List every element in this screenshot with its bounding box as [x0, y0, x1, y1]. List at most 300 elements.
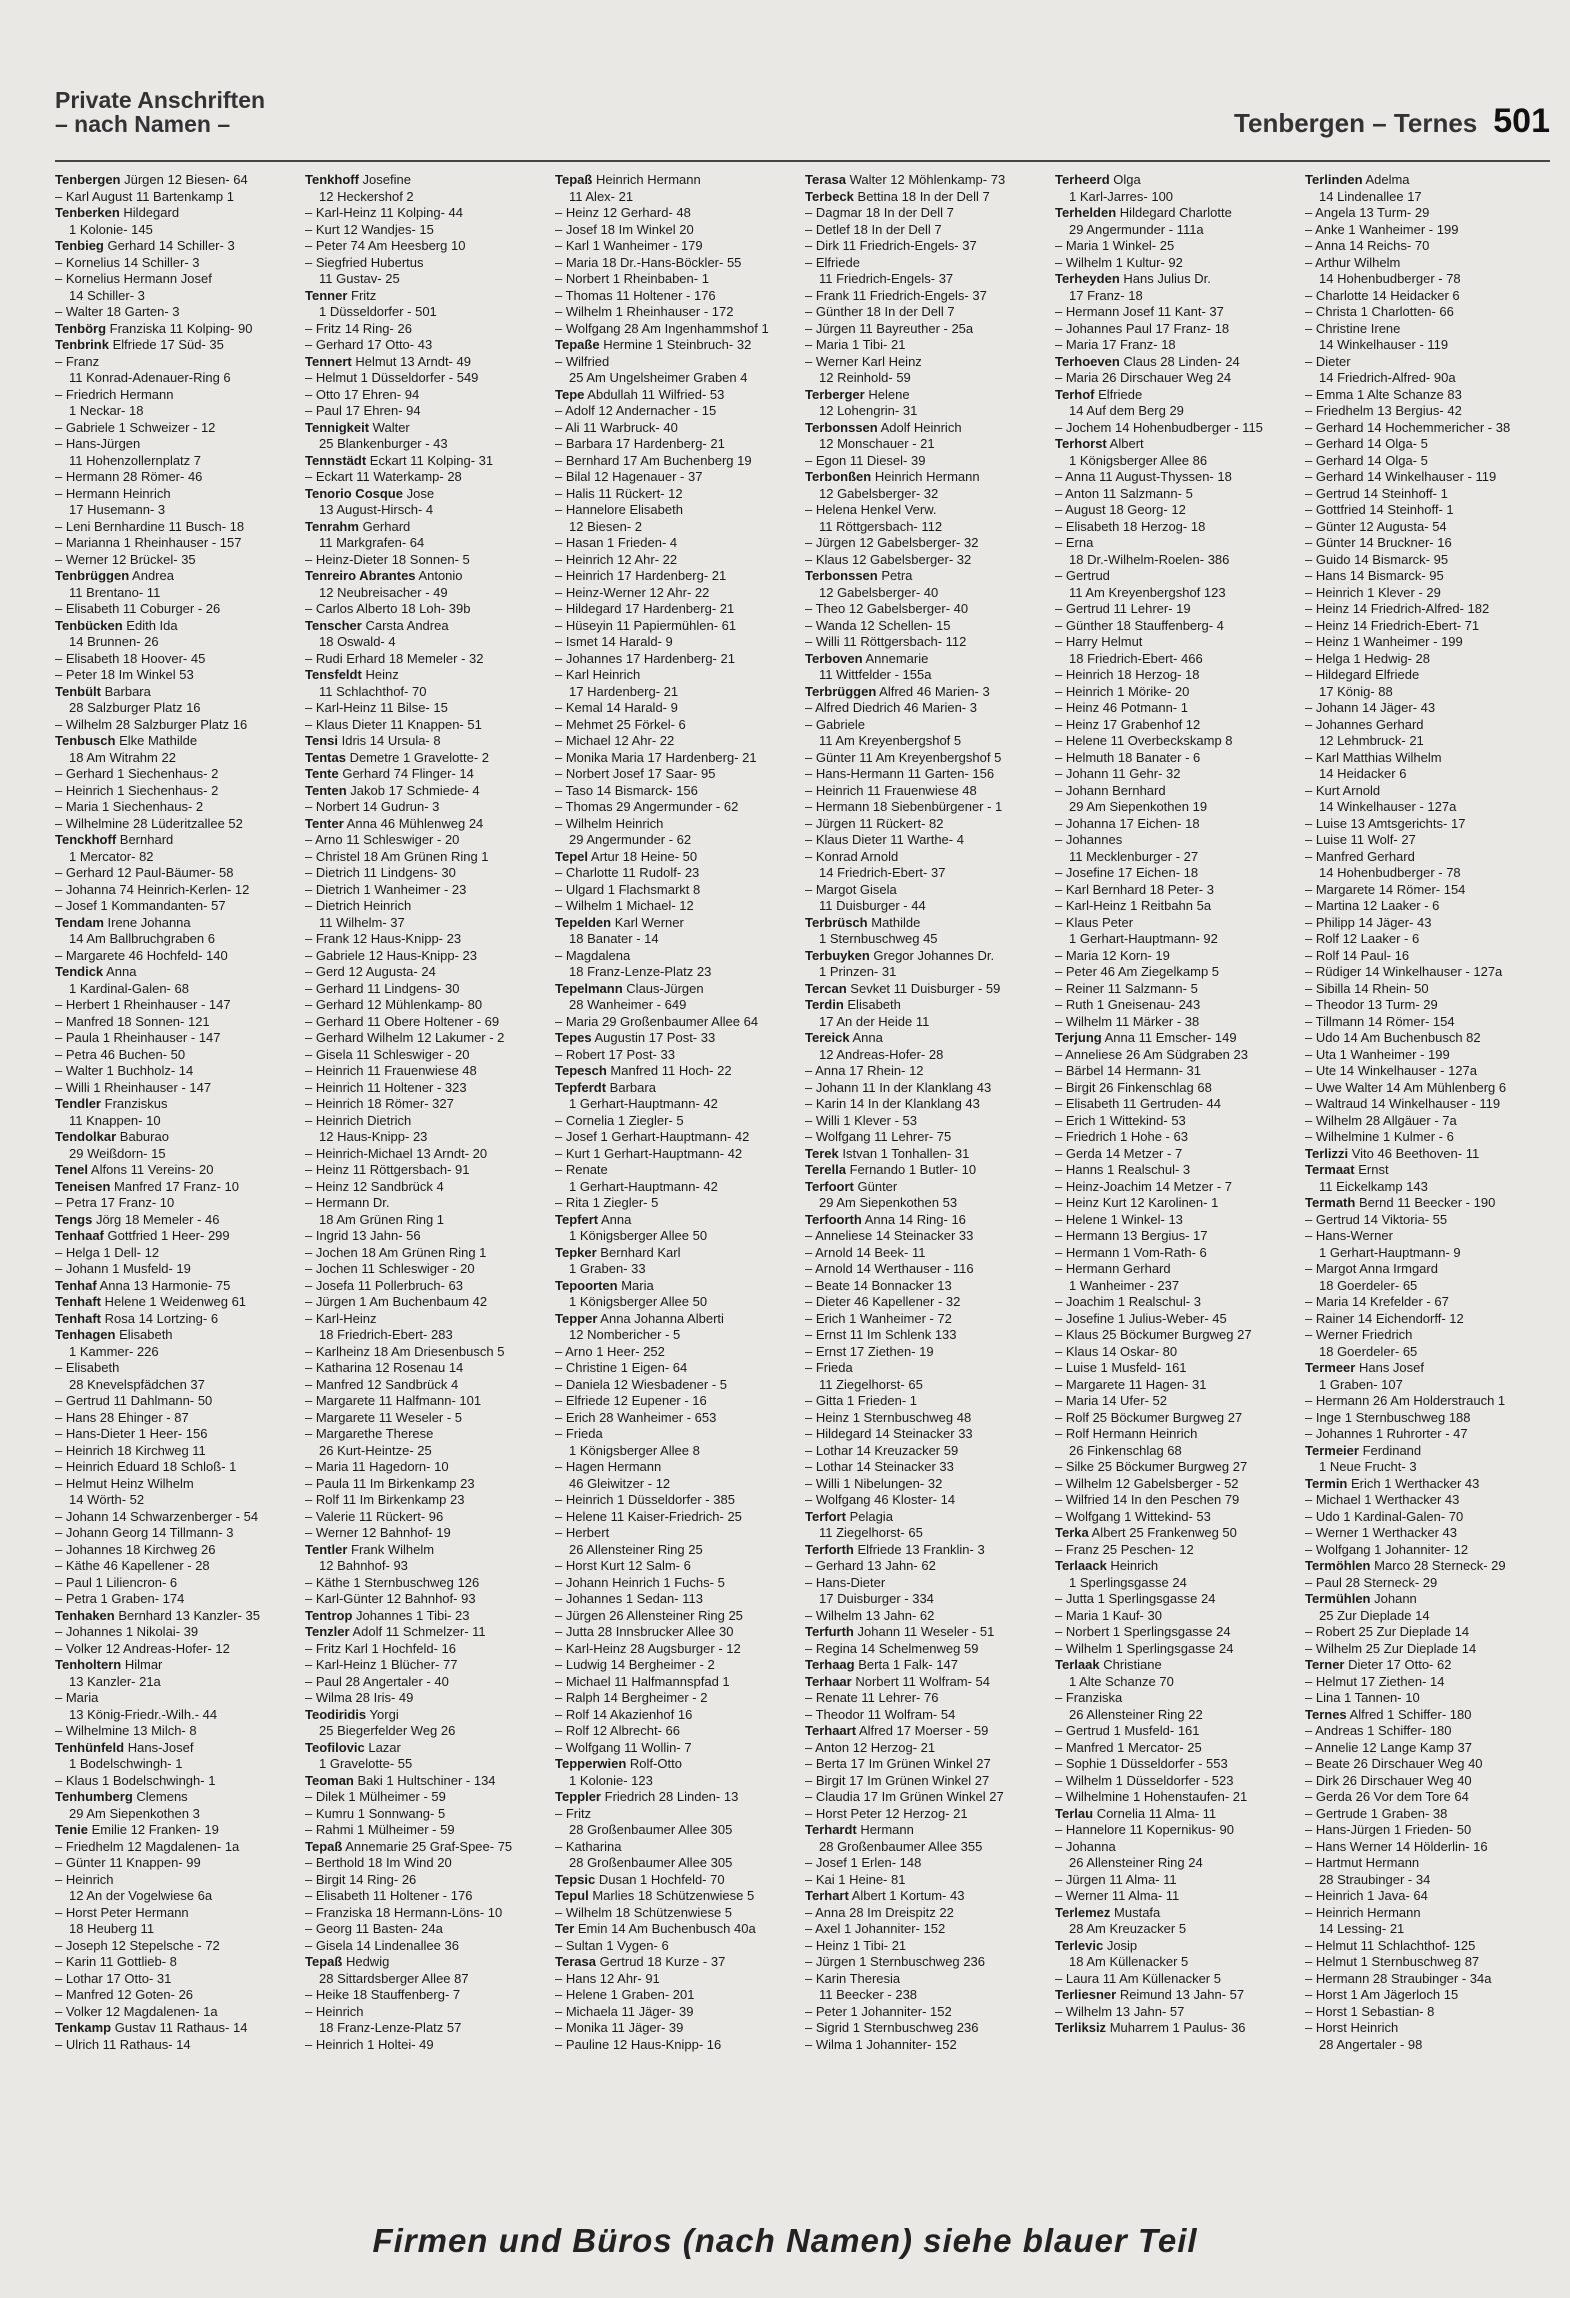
entry-details: 14 Heidacker 6 [1319, 766, 1407, 781]
directory-entry [55, 1987, 305, 2004]
directory-entry [1305, 1839, 1555, 1856]
entry-details: – Helene 1 Winkel- 13 [1055, 1211, 1183, 1227]
directory-entry [1055, 1179, 1305, 1196]
entry-details: Hans Julius Dr. [1123, 271, 1211, 286]
directory-entry [805, 1195, 1055, 1212]
entry-details: 14 Am Ballbruchgraben 6 [69, 931, 215, 946]
entry-details: 14 Friedrich-Alfred- 90a [1319, 370, 1456, 385]
directory-entry [805, 1014, 1055, 1031]
entry-details: – Arno 1 Heer- 252 [555, 1343, 665, 1359]
entry-details: – Rolf Hermann Heinrich [1055, 1426, 1198, 1441]
directory-entry [805, 948, 1055, 965]
entry-details: – Wolfgang 11 Lehrer- 75 [805, 1129, 952, 1144]
entry-details: 28 Salzburger Platz 16 [69, 700, 201, 715]
entry-details: – Hermann Heinrich [55, 485, 171, 501]
directory-entry [1055, 766, 1305, 783]
directory-entry [305, 1971, 555, 1988]
directory-entry [305, 568, 555, 585]
entry-details: – Heinrich Hermann [1305, 1904, 1421, 1920]
directory-entry [805, 1756, 1055, 1773]
entry-details: Adelma [1365, 172, 1410, 187]
directory-entry [1055, 1971, 1305, 1988]
entry-details: – Lothar 14 Steinacker 33 [805, 1459, 954, 1474]
directory-entry [305, 1030, 555, 1047]
directory-entry [805, 1905, 1055, 1922]
directory-entry [1305, 915, 1555, 932]
surname: Terdin [805, 997, 844, 1012]
directory-entry [55, 1030, 305, 1047]
directory-entry [55, 1756, 305, 1773]
entry-details: – Gisela 14 Lindenallee 36 [305, 1937, 459, 1953]
directory-entry [1055, 1641, 1305, 1658]
directory-entry [1055, 420, 1305, 437]
directory-entry [555, 502, 805, 519]
directory-entry [1305, 816, 1555, 833]
directory-entry [555, 568, 805, 585]
directory-entry [805, 832, 1055, 849]
directory-entry [1055, 1476, 1305, 1493]
entry-details: – Hartmut Hermann [1305, 1855, 1420, 1870]
entry-details: Emilie 12 Franken- 19 [91, 1822, 219, 1837]
directory-entry [1055, 1096, 1305, 1113]
entry-details: – Dieter [1305, 353, 1351, 369]
entry-details: – Beate 14 Bonnacker 13 [805, 1277, 952, 1293]
surname: Tepfert [555, 1211, 599, 1227]
entry-details: – Heinrich 18 Kirchweg 11 [55, 1442, 206, 1458]
entry-details: – Gerhard 13 Jahn- 62 [805, 1558, 936, 1573]
entry-details: Anna 11 Emscher- 149 [1104, 1030, 1237, 1045]
entry-details: – Heinrich 11 Frauenwiese 48 [805, 782, 977, 798]
directory-entry [1055, 354, 1305, 371]
entry-details: – Luise 11 Wolf- 27 [1305, 832, 1416, 847]
directory-entry [305, 783, 555, 800]
entry-details: – Friedhelm 13 Bergius- 42 [1305, 403, 1462, 418]
directory-entry [305, 469, 555, 486]
entry-details: – Hermann Josef 11 Kant- 37 [1055, 304, 1224, 319]
surname: Tenkhoff [305, 172, 359, 187]
entry-details: Rosa 14 Lortzing- 6 [104, 1310, 219, 1326]
entry-details: – Maria 11 Hagedorn- 10 [305, 1459, 449, 1474]
entry-details: – Wilhelm 28 Allgäuer - 7a [1305, 1112, 1457, 1128]
entry-details: – Karl-Heinz 1 Blücher- 77 [305, 1657, 458, 1672]
directory-entry [1055, 1459, 1305, 1476]
surname: Tenkamp [55, 2020, 112, 2035]
entry-details: – Horst Peter 12 Herzog- 21 [805, 1805, 968, 1821]
directory-entry [1305, 700, 1555, 717]
directory-entry [1055, 1261, 1305, 1278]
directory-entry [1055, 865, 1305, 882]
directory-entry [55, 1096, 305, 1113]
directory-entry [555, 1476, 805, 1493]
entry-details: Annemarie 25 Graf-Spee- 75 [345, 1838, 513, 1854]
entry-details: 11 Ziegelhorst- 65 [819, 1376, 923, 1392]
directory-entry [55, 634, 305, 651]
surname: Terlemez [1055, 1904, 1111, 1920]
entry-details: – Gitta 1 Frieden- 1 [805, 1393, 917, 1408]
entry-details: Jürgen 12 Biesen- 64 [124, 172, 248, 187]
entry-details: – Jutta 28 Innsbrucker Allee 30 [555, 1624, 734, 1639]
entry-details: – Herbert [555, 1525, 610, 1540]
entry-details: Ferdinand [1362, 1442, 1422, 1458]
entry-details: – Charlotte 14 Heidacker 6 [1305, 287, 1460, 303]
entry-details: – Wolfgang 46 Kloster- 14 [805, 1492, 956, 1507]
entry-details: – Ernst 17 Ziethen- 19 [805, 1343, 934, 1359]
entry-details: – Michaela 11 Jäger- 39 [555, 2003, 694, 2019]
entry-details: 11 Friedrich-Engels- 37 [819, 271, 954, 286]
directory-entry [1055, 1740, 1305, 1757]
entry-details: – Heinz-Joachim 14 Metzer - 7 [1055, 1178, 1233, 1194]
directory-entry [1055, 1954, 1305, 1971]
entry-details: 1 Königsberger Allee 8 [569, 1442, 700, 1458]
directory-entry [805, 1954, 1055, 1971]
directory-entry [805, 882, 1055, 899]
entry-details: 18 Franz-Lenze-Platz 23 [569, 964, 712, 979]
directory-entry [555, 964, 805, 981]
entry-details: – Rahmi 1 Mülheimer - 59 [305, 1822, 455, 1837]
directory-entry [1305, 1888, 1555, 1905]
directory-entry [805, 931, 1055, 948]
directory-entry [1055, 172, 1305, 189]
directory-entry [55, 799, 305, 816]
directory-entry [305, 981, 555, 998]
directory-entry [55, 370, 305, 387]
entry-details: Hildegard Charlotte [1119, 205, 1232, 220]
directory-entry [55, 1839, 305, 1856]
directory-entry [805, 1740, 1055, 1757]
directory-entry [805, 1113, 1055, 1130]
entry-details: – Horst 1 Am Jägerloch 15 [1305, 1987, 1459, 2002]
entry-details: – Hans 28 Ehinger - 87 [55, 1409, 189, 1425]
entry-details: Irene Johanna [107, 914, 191, 930]
directory-entry [805, 634, 1055, 651]
surname: Termin [1305, 1475, 1348, 1491]
directory-entry [1305, 1954, 1555, 1971]
surname: Terheyden [1055, 271, 1120, 286]
entry-details: 12 Gabelsberger- 40 [819, 584, 939, 600]
directory-entry [555, 1657, 805, 1674]
directory-entry [805, 964, 1055, 981]
directory-entry [55, 189, 305, 206]
directory-entry [1055, 1591, 1305, 1608]
entry-details: – Arthur Wilhelm [1305, 254, 1401, 270]
entry-details: 12 Lehmbruck- 21 [1319, 733, 1424, 748]
entry-details: – Volker 12 Andreas-Hofer- 12 [55, 1640, 230, 1656]
entry-details: 18 Oswald- 4 [319, 634, 396, 649]
entry-details: Johann 11 Weseler - 51 [857, 1624, 995, 1639]
directory-entry [555, 1525, 805, 1542]
directory-entry [1305, 585, 1555, 602]
entry-details: – Hasan 1 Frieden- 4 [555, 535, 678, 550]
directory-entry [1305, 189, 1555, 206]
directory-entry [305, 1014, 555, 1031]
entry-details: – Wilfried [555, 353, 610, 369]
entry-details: 1 Bodelschwingh- 1 [69, 1756, 183, 1771]
directory-entry [1055, 750, 1305, 767]
entry-details: – Peter 1 Johanniter- 152 [805, 2003, 952, 2019]
entry-details: 11 Ziegelhorst- 65 [819, 1525, 923, 1540]
directory-entry [555, 1410, 805, 1427]
directory-entry [305, 387, 555, 404]
entry-details: – Anna 11 August-Thyssen- 18 [1055, 469, 1232, 484]
surname: Terhof [1055, 386, 1095, 402]
entry-details: Demetre 1 Gravelotte- 2 [349, 749, 490, 765]
directory-entry [305, 255, 555, 272]
surname: Tenhaaf [55, 1228, 104, 1243]
directory-entry [55, 1789, 305, 1806]
directory-entry [55, 1806, 305, 1823]
directory-entry [805, 1212, 1055, 1229]
entry-details: – Helmut 11 Schlachthof- 125 [1305, 1937, 1476, 1953]
directory-entry [55, 1905, 305, 1922]
directory-entry [805, 1542, 1055, 1559]
surname: Tentrop [305, 1607, 353, 1623]
entry-details: – Erich 1 Wittekind- 53 [1055, 1112, 1186, 1128]
entry-details: – Karl-Günter 12 Bahnhof- 93 [305, 1591, 476, 1606]
directory-entry [555, 1014, 805, 1031]
page-header [55, 88, 1550, 140]
entry-details: – Heinrich 1 Siechenhaus- 2 [55, 782, 219, 798]
entry-details: Friedrich 28 Linden- 13 [604, 1789, 739, 1804]
entry-details: 12 Neubreisacher - 49 [319, 584, 448, 600]
surname: Termaat [1305, 1162, 1355, 1177]
entry-details: 1 Königsberger Allee 50 [569, 1228, 708, 1243]
entry-details: Gerhard [362, 518, 411, 534]
directory-entry [55, 783, 305, 800]
directory-entry [55, 552, 305, 569]
footer-note: Firmen und Büros (nach Namen) siehe blauer Teil [372, 2222, 1198, 2259]
directory-entry [1305, 1146, 1555, 1163]
directory-entry [555, 1723, 805, 1740]
directory-entry [555, 189, 805, 206]
entry-details: – Manfred 12 Sandbrück 4 [305, 1376, 459, 1392]
section-title-line1: Private Anschriften [55, 87, 266, 113]
surname: Tengs [55, 1211, 93, 1227]
directory-entry [805, 1674, 1055, 1691]
entry-details: 29 Am Siepenkothen 3 [69, 1805, 200, 1821]
directory-entry [305, 2037, 555, 2054]
directory-entry [1055, 684, 1305, 701]
directory-entry [1055, 1921, 1305, 1938]
entry-details: – Wilhelmine 13 Milch- 8 [55, 1723, 197, 1738]
directory-entry [305, 1080, 555, 1097]
entry-details: – Gabriele 1 Schweizer - 12 [55, 419, 216, 435]
entry-details: – Konrad Arnold [805, 848, 899, 864]
surname: Tepker [555, 1244, 597, 1260]
directory-entry [55, 321, 305, 338]
directory-entry [305, 1558, 555, 1575]
directory-entry [1305, 981, 1555, 998]
entry-details: Mathilde [871, 914, 921, 930]
directory-entry [305, 1459, 555, 1476]
directory-entry [1055, 1393, 1305, 1410]
entry-details: Dieter 17 Otto- 62 [1348, 1657, 1452, 1672]
entry-details: Fritz [351, 287, 377, 303]
directory-entry [1055, 585, 1305, 602]
entry-details: 28 Großenbaumer Allee 305 [569, 1855, 733, 1870]
entry-details: – Gerd 12 Augusta- 24 [305, 964, 436, 979]
directory-entry [55, 1971, 305, 1988]
surname: Tenckhoff [55, 832, 117, 847]
entry-details: – Rolf 12 Laaker - 6 [1305, 931, 1420, 946]
surname: Tennert [305, 353, 352, 369]
entry-details: – Franziska [1055, 1690, 1123, 1705]
entry-details: – Norbert 1 Rheinbaben- 1 [555, 271, 709, 286]
entry-details: 18 Banater - 14 [569, 931, 659, 946]
entry-details: – Käthe 46 Kapellener - 28 [55, 1558, 210, 1573]
directory-entry [1055, 288, 1305, 305]
entry-details: – Josef 18 Im Winkel 20 [555, 221, 694, 237]
directory-entry [55, 1608, 305, 1625]
entry-details: – Wilhelm 18 Schützenwiese 5 [555, 1904, 733, 1920]
entry-details: Berta 1 Falk- 147 [858, 1657, 958, 1672]
surname: Tensfeldt [305, 667, 362, 682]
entry-details: Elfriede 17 Süd- 35 [112, 337, 224, 352]
entry-details: – Peter 18 Im Winkel 53 [55, 667, 194, 682]
entry-details: – Günter 11 Knappen- 99 [55, 1855, 201, 1870]
entry-details: – Ulrich 11 Rathaus- 14 [55, 2036, 191, 2052]
entry-details: 17 Franz- 18 [1069, 287, 1143, 303]
directory-entry [305, 1657, 555, 1674]
entry-details: 1 Kolonie- 123 [569, 1772, 653, 1788]
directory-entry [55, 453, 305, 470]
surname: Terbonßen [805, 469, 872, 484]
directory-entry [1055, 1443, 1305, 1460]
entry-details: – Heinz-Werner 12 Ahr- 22 [555, 584, 710, 600]
entry-details: Walter 12 Möhlenkamp- 73 [849, 172, 1006, 187]
directory-entry [1305, 1476, 1555, 1493]
directory-entry [805, 1624, 1055, 1641]
entry-details: – Gertrud 11 Lehrer- 19 [1055, 601, 1191, 616]
entry-details: – Werner Karl Heinz [805, 353, 922, 369]
directory-entry [1305, 1855, 1555, 1872]
directory-entry [1055, 2020, 1305, 2037]
surname: Tenrahm [305, 518, 359, 534]
entry-details: – Christine 1 Eigen- 64 [555, 1360, 688, 1375]
directory-entry [1305, 634, 1555, 651]
surname: Tenbergen [55, 172, 121, 187]
directory-entry [805, 1179, 1055, 1196]
entry-details: – Ulgard 1 Flachsmarkt 8 [555, 881, 701, 897]
entry-details: – Hermann 28 Römer- 46 [55, 469, 203, 484]
directory-entry [305, 667, 555, 684]
entry-details: – Gertrud [1055, 568, 1110, 583]
entry-details: – Karl-Heinz 1 Reitbahn 5a [1055, 898, 1212, 913]
directory-entry [305, 1987, 555, 2004]
entry-details: – Karin 14 In der Klanklang 43 [805, 1096, 980, 1111]
entry-details: – Jochen 18 Am Grünen Ring 1 [305, 1244, 487, 1260]
directory-entry [55, 1129, 305, 1146]
entry-details: 1 Gerhart-Hauptmann- 92 [1069, 931, 1218, 946]
surname: Tenbieg [55, 238, 104, 253]
directory-entry [305, 766, 555, 783]
entry-details: – Bilal 12 Hagenauer - 37 [555, 469, 703, 484]
directory-entry [1055, 1773, 1305, 1790]
entry-details: – Erna [1055, 535, 1094, 550]
directory-entry [55, 304, 305, 321]
entry-details: – Johannes 18 Kirchweg 26 [55, 1541, 216, 1557]
entry-details: Manfred 17 Franz- 10 [114, 1178, 240, 1194]
entry-details: – Manfred 1 Mercator- 25 [1055, 1739, 1202, 1755]
entry-details: – Kumru 1 Sonnwang- 5 [305, 1805, 446, 1821]
entry-details: – Jürgen 12 Gabelsberger- 32 [805, 535, 979, 550]
entry-details: Anna Johanna Alberti [600, 1310, 724, 1326]
surname: Tepul [555, 1888, 589, 1903]
entry-details: – Alfred Diedrich 46 Marien- 3 [805, 700, 977, 715]
directory-entry [305, 1476, 555, 1493]
entry-details: Erich 1 Werthacker 43 [1351, 1475, 1480, 1491]
directory-entry [305, 832, 555, 849]
entry-details: – Gabriele 12 Haus-Knipp- 23 [305, 947, 477, 963]
directory-entry [305, 1707, 555, 1724]
surname: Tendler [55, 1096, 101, 1111]
directory-entry [305, 1756, 555, 1773]
directory-entry [55, 816, 305, 833]
directory-entry [805, 1311, 1055, 1328]
entry-details: – Karl-Heinz 11 Bilse- 15 [305, 700, 448, 715]
entry-details: 29 Weißdorn- 15 [69, 1145, 166, 1161]
entry-details: – Josef 1 Kommandanten- 57 [55, 898, 226, 913]
surname: Tereick [805, 1030, 850, 1045]
directory-entry [55, 1294, 305, 1311]
surname: Tenreiro Abrantes [305, 568, 416, 583]
directory-entry [1305, 2004, 1555, 2021]
entry-details: Dusan 1 Hochfeld- 70 [598, 1871, 725, 1887]
surname: Tepesch [555, 1063, 607, 1078]
directory-entry [55, 1591, 305, 1608]
entry-details: – Hermann 1 Vom-Rath- 6 [1055, 1244, 1207, 1260]
directory-entry [805, 1690, 1055, 1707]
directory-entry [1305, 1542, 1555, 1559]
entry-details: Ernst [1358, 1162, 1389, 1177]
directory-entry [55, 1690, 305, 1707]
directory-entry [55, 1047, 305, 1064]
entry-details: – Margarete 11 Weseler - 5 [305, 1409, 463, 1425]
directory-entry [55, 535, 305, 552]
entry-details: – Renate [555, 1162, 608, 1177]
entry-details: – Reiner 11 Salzmann- 5 [1055, 980, 1198, 996]
entry-details: – Norbert 1 Sperlingsgasse 24 [1055, 1624, 1231, 1639]
directory-entry [1305, 1591, 1555, 1608]
entry-details: 1 Sternbuschweg 45 [819, 931, 938, 946]
entry-details: – Christa 1 Charlotten- 66 [1305, 304, 1454, 319]
entry-details: – Michael 12 Ahr- 22 [555, 733, 675, 748]
surname: Tepel [555, 848, 588, 864]
directory-entry [1305, 436, 1555, 453]
directory-entry [305, 1393, 555, 1410]
entry-details: Petra [881, 568, 913, 583]
surname: Terka [1055, 1525, 1089, 1540]
entry-details: – Maria 17 Franz- 18 [1055, 337, 1176, 352]
directory-entry [555, 1591, 805, 1608]
entry-details: 1 Kammer- 226 [69, 1343, 159, 1359]
entry-details: Barbara [104, 683, 151, 699]
entry-details: – Helena Henkel Verw. [805, 502, 937, 517]
entry-details: Helmut 13 Arndt- 49 [355, 353, 471, 369]
entry-details: – Ernst 11 Im Schlenk 133 [805, 1327, 957, 1342]
entry-details: – Manfred 12 Goten- 26 [55, 1987, 194, 2002]
entry-details: – Anna 17 Rhein- 12 [805, 1063, 924, 1078]
entry-details: – Gerhard 14 Hochemmericher - 38 [1305, 419, 1511, 435]
entry-details: – Kurt 12 Wandjes- 15 [305, 221, 434, 237]
directory-entry [1305, 1311, 1555, 1328]
entry-details: – Heinz 1 Sternbuschweg 48 [805, 1409, 972, 1425]
directory-entry [55, 1674, 305, 1691]
entry-details: – Theo 12 Gabelsberger- 40 [805, 601, 969, 616]
surname: Terella [805, 1162, 846, 1177]
directory-entry [1055, 1294, 1305, 1311]
surname: Tepaß [305, 1838, 343, 1854]
surname: Terbeck [805, 188, 854, 204]
